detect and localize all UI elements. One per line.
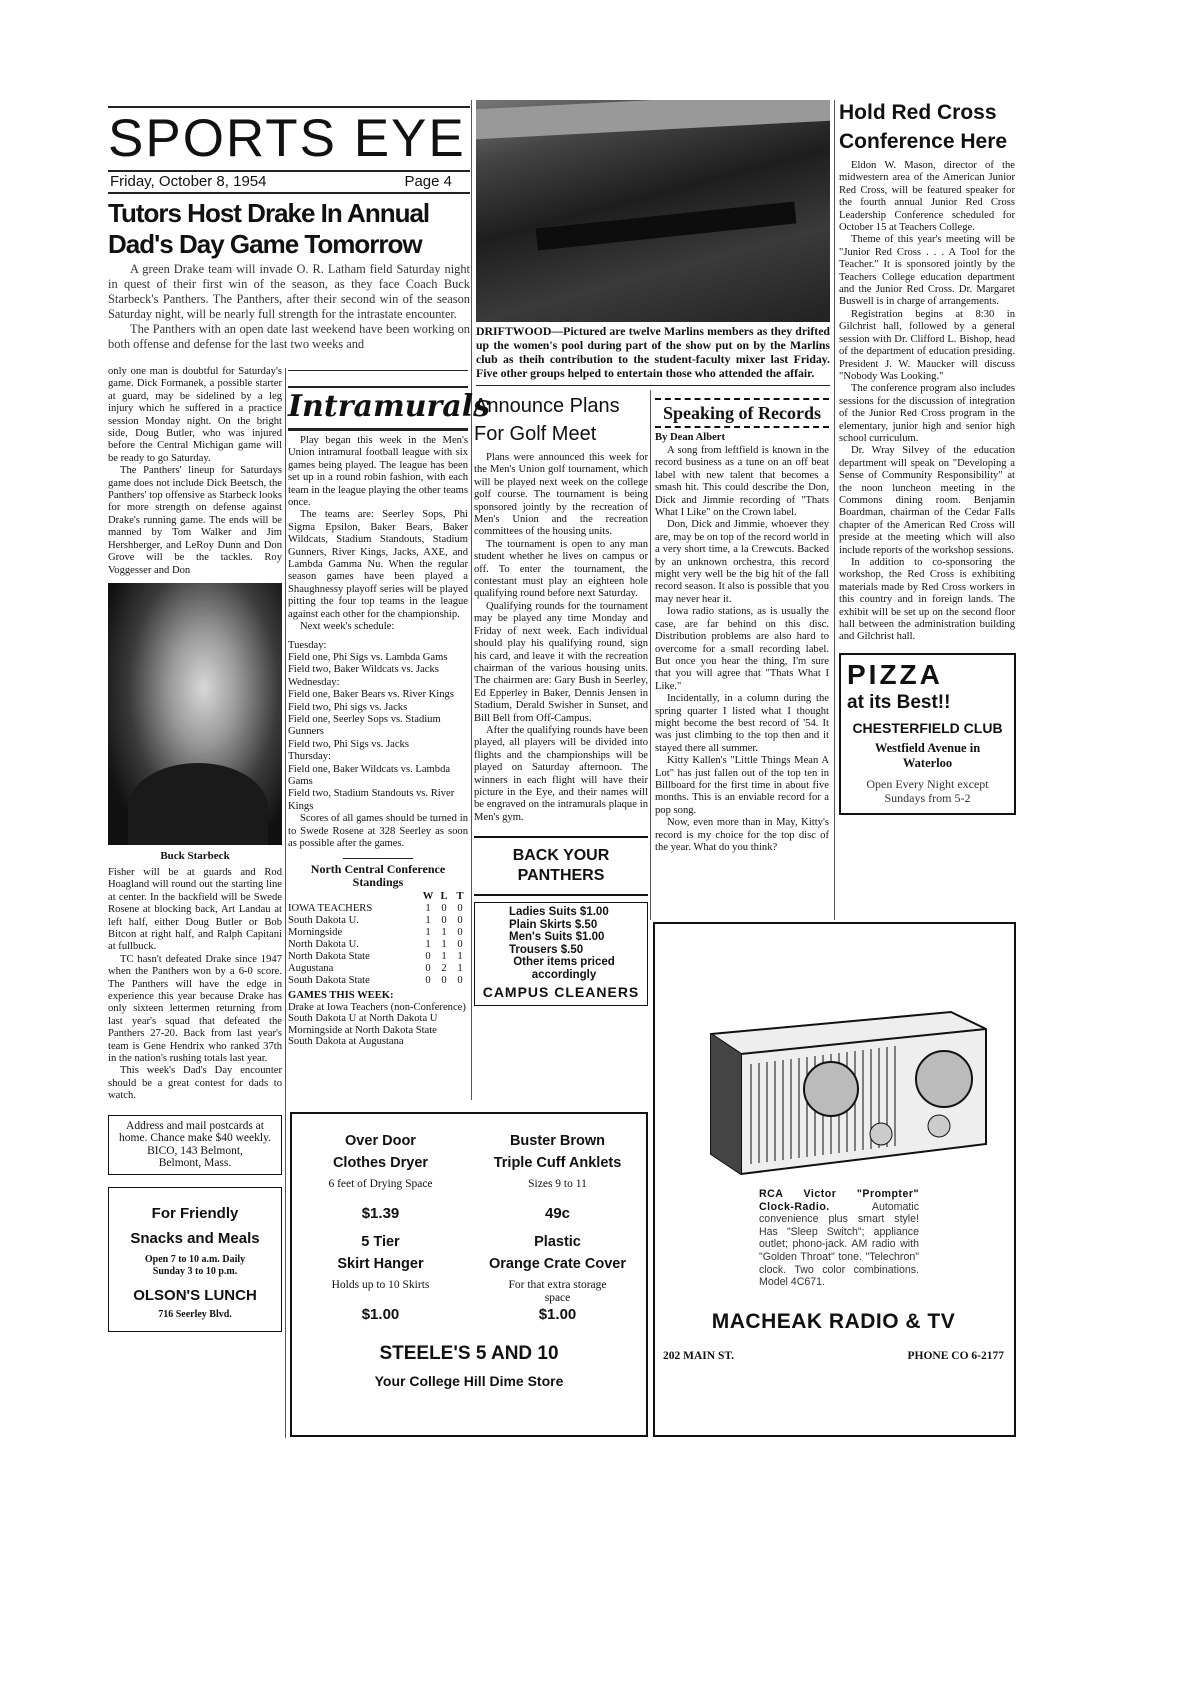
price-item: Other items priced accordingly: [513, 956, 615, 981]
steele-name: STEELE'S 5 AND 10: [379, 1343, 559, 1364]
radio-description: [759, 1188, 919, 1289]
losses: 2: [441, 963, 447, 975]
swimmers-shape: [536, 201, 797, 250]
steele-ad: [290, 1112, 648, 1437]
product-desc: For that extra storage space: [508, 1279, 607, 1304]
panthers-ad: [474, 836, 648, 896]
pizza-title: PIZZA: [847, 658, 943, 690]
paragraph: In addition to co-sponsoring the workshop, the Red Cross is exhibiting materials made by Red Cross workers in this country and in foreign lands. The exhibit will be set up on the second floor hall between the administration building and Gilchrist hall.: [839, 557, 1015, 643]
column-rule: [834, 100, 835, 920]
rule: [288, 370, 468, 371]
steele-products: [292, 1130, 646, 1324]
paragraph: The Panthers' lineup for Saturdays game does not include Dick Beetsch, the Panthers' top offensive as Starbeck looks for more strength on defense against Drake's running game. The ends will be manned by Tom Walker and Jim Hershberger, and LeRoy Dunn and Don Grove will be the tackles. Roy Voggesser and Don: [108, 465, 282, 576]
records-byline: By Dean Albert: [655, 432, 726, 443]
schedule-game: Field one, Baker Bears vs. River Kings: [288, 689, 454, 701]
masthead-block: [108, 106, 470, 352]
standings-row: [288, 915, 468, 927]
clock-radio-illustration: [701, 1004, 991, 1179]
paragraph: This week's Dad's Day encounter should be a great contest for dads to watch.: [108, 1065, 282, 1102]
ties: 0: [457, 927, 463, 939]
product-title: Buster Brown: [509, 1133, 606, 1149]
paragraph: A green Drake team will invade O. R. Latham field Saturday night in quest of their first win of the season, as they face Coach Buck Starbeck's Panthers. The Panthers, after their second win of the season Saturday night, will be nearly full strength for the intrastate encounter.: [108, 262, 470, 321]
losses: 0: [441, 903, 447, 915]
pizza-address: Westfield Avenue in Waterloo: [874, 740, 981, 770]
price-item: Ladies Suits $1.00: [509, 906, 609, 919]
paragraph: Fisher will be at guards and Rod Hoagland will round out the starting line at center. In the backfield will be Swede Rosene at blocking back, Art Landau at left half, either Doug Butler or Bob Bitcon at right half, and Ralph Capitani at fullbuck.: [108, 866, 282, 953]
schedule-game: Field two, Phi sigs vs. Jacks: [288, 701, 408, 713]
paragraph: Eldon W. Mason, director of the midwestern area of the American Junior Red Cross, will be featured speaker for the fourth annual Junior Red Cross Leadership Conference scheduled for October 15 at Teachers College.: [839, 160, 1015, 234]
product-title: Plastic: [534, 1234, 581, 1250]
paragraph: The conference program also includes sessions for the discussion of integration of the Junior Red Cross program in the elementary, junior high and senior high school curriculum.: [839, 383, 1015, 444]
product-title: Skirt Hanger: [337, 1256, 424, 1272]
price-item: Trousers $.50: [509, 943, 584, 956]
records-headline: Speaking of Records: [662, 403, 821, 423]
olson-line2: Snacks and Meals: [130, 1229, 260, 1247]
schedule-game: Field one, Seerley Sops vs. Stadium Gunners: [288, 713, 441, 738]
page-number: Page 4: [404, 173, 452, 190]
header-l: L: [440, 891, 448, 903]
photo-caption: Buck Starbeck: [160, 849, 230, 862]
product-item: [469, 1231, 646, 1324]
paragraph: Play began this week in the Men's Union intramural football league with six games being played. The league has been set up in a round robin fashion, with each team in the league playing the other teams once.: [288, 435, 468, 509]
schedule-game: Field two, Stadium Standouts vs. River Kings: [288, 788, 455, 812]
ties: 1: [457, 963, 463, 975]
paragraph: Next week's schedule:: [300, 621, 395, 633]
olson-line1: For Friendly: [151, 1204, 239, 1222]
coach-photo: [108, 583, 282, 845]
rule: [476, 385, 830, 386]
intramurals-title: Intramurals: [288, 389, 491, 424]
rule: [343, 858, 413, 859]
rule: [655, 398, 829, 400]
game-item: Drake at Iowa Teachers (non-Conference): [288, 1001, 466, 1013]
schedule-game: Field one, Baker Wildcats vs. Lambda Gams: [288, 763, 451, 787]
steele-tagline: Your College Hill Dime Store: [374, 1373, 564, 1389]
schedule-game: Field two, Phi Sigs vs. Jacks: [288, 738, 409, 750]
golf-headline: Announce Plans For Golf Meet: [474, 395, 620, 445]
standings-row: [288, 927, 468, 939]
ties: 0: [457, 939, 463, 951]
product-title: Orange Crate Cover: [489, 1256, 626, 1272]
olson-name: OLSON'S LUNCH: [133, 1286, 257, 1304]
column-rule: [650, 390, 651, 920]
coat-shape: [128, 763, 268, 845]
bico-ad: [108, 1115, 282, 1175]
game-item: South Dakota at Augustana: [288, 1036, 404, 1048]
masthead-title: SPORTS EYE: [108, 109, 466, 168]
caption-lead: DRIFTWOOD—: [476, 324, 564, 338]
dateline: [108, 172, 470, 192]
wins: 0: [425, 975, 431, 987]
paragraph: Plans were announced this week for the Men's Union golf tournament, which will be played next week on the college golf course. The tournament is being sponsored jointly by the recreation of Men's Union and the recreation committees of the housing units.: [474, 452, 648, 538]
paragraph: Dr. Wray Silvey of the education department will speak on "Developing a Sense of Community Responsibility" at the noon luncheon meeting in the Commons dining room. Benjamin Boardman, chairman of the Cedar Falls chapter of the American Red Cross will preside at the meeting which will also include reports of the workshop sessions.: [839, 445, 1015, 556]
paragraph: Theme of this year's meeting will be "Junior Red Cross . . . A Tool for the Teacher." It is sponsored jointly by the Teachers College education department and the Junior Red Cross. Dr. Margaret Buswell is in charge of arrangements.: [839, 234, 1015, 308]
paragraph: Don, Dick and Jimmie, whoever they are, may be on top of the record world in a very short time, a la Crewcuts. Backed by an unknown orchestra, this record might very well be the big hit of the fall record season. It also is possible that you may never hear it.: [655, 519, 829, 605]
paragraph: Incidentally, in a column during the spring quarter I listed what I thought might become the best record of '54. It was just climbing to the top then and it stayed there all summer.: [655, 693, 829, 754]
team-name: North Dakota U.: [288, 939, 359, 951]
paragraph: A song from leftfield is known in the record business as a tune on an off beat label with new talent that becomes a smash hit. This could describe the Don, Dick and Jimmie recording of "Thats What I Like" on the Crown label.: [655, 445, 829, 519]
paragraph: Registration begins at 8:30 in Gilchrist hall, followed by a general session with Dr. Clifford L. Bishop, head of the department of education presiding. President J. W. Maucker will discuss "Nobody Was Looking.": [839, 308, 1015, 382]
caption-text: Pictured are twelve Marlins members as they drifted up the women's pool during part of the show put on by the Marlins club as theih contribution to the student-faculty mixer last Friday. Five other groups helped to entertain those who attended the affair.: [476, 324, 830, 380]
pool-edge: [476, 100, 830, 139]
product-title: Clothes Dryer: [332, 1155, 429, 1171]
standings-table: [288, 891, 468, 1048]
golf-column: [474, 392, 648, 1006]
team-name: Morningside: [288, 927, 343, 939]
standings-row: [288, 951, 468, 963]
losses: 1: [441, 927, 447, 939]
paragraph: Now, even more than in May, Kitty's record is my choice for the top disc of the year. What do you think?: [655, 817, 829, 853]
paragraph: After the qualifying rounds have been played, all players will be divided into flights and the championships will be played on Saturday afternoon. The winners in each flight will have their picture in the Eye, and their names will be engraved on the intramurals plaque in Men's gym.: [474, 724, 648, 823]
wins: 1: [425, 915, 431, 927]
pool-photo-caption: [476, 324, 830, 380]
intramurals-column: [288, 370, 491, 1048]
cleaners-ad: [474, 902, 648, 1006]
ties: 0: [457, 903, 463, 915]
lead-headline: Tutors Host Drake In Annual Dad's Day Game Tomorrow: [108, 198, 430, 259]
olson-hours: Open 7 to 10 a.m. Daily: [144, 1253, 246, 1265]
intramurals-text: [288, 435, 468, 850]
schedule-day: Tuesday:: [288, 639, 327, 651]
column-rule: [285, 368, 286, 1438]
records-column: [655, 398, 829, 854]
ties: 0: [457, 975, 463, 987]
column-rule: [471, 100, 472, 1100]
team-name: South Dakota State: [288, 975, 370, 987]
product-price: $1.00: [361, 1306, 400, 1323]
pool-photo-block: [476, 100, 830, 386]
ties: 0: [457, 915, 463, 927]
ties: 1: [457, 951, 463, 963]
wins: 1: [425, 939, 431, 951]
wins: 0: [425, 963, 431, 975]
wins: 1: [425, 903, 431, 915]
pizza-hours: Open Every Night except Sundays from 5-2: [866, 776, 989, 805]
losses: 0: [441, 915, 447, 927]
cleaners-name: CAMPUS CLEANERS: [482, 984, 640, 1001]
paragraph: The tournament is open to any man student whether he lives on campus or off. To enter the tournament, the contestant must play an eighteen hole qualifying round before next Saturday.: [474, 538, 648, 600]
bico-text: Address and mail postcards at home. Chance make $40 weekly.: [119, 1119, 271, 1145]
rule: [655, 426, 829, 428]
losses: 1: [441, 951, 447, 963]
losses: 1: [441, 939, 447, 951]
pizza-subtitle: at its Best!!: [847, 691, 951, 713]
redcross-column: [839, 98, 1016, 815]
product-price: 49c: [544, 1205, 571, 1222]
paragraph: only one man is doubtful for Saturday's game. Dick Formanek, a possible starter at guard, may be sidelined by a leg injury which he suffered in a practice session Monday night. On the bright side, Doug Butler, who was injured before the Central Michigan game will be ready to go Saturday.: [108, 366, 282, 464]
paragraph: TC hasn't defeated Drake since 1947 when the Panthers won by a 6-0 score. The Panthers will have the edge in experience this year because Drake has only sixteen lettermen returning from last year's squad that defeated the Panthers 27-20. Back from last year's team is Gene Hendrix who ranked 37th in the nation's rushing totals last year.: [108, 953, 282, 1064]
schedule-game: Field two, Baker Wildcats vs. Jacks: [288, 664, 439, 676]
team-name: South Dakota U.: [288, 915, 359, 927]
olson-ad: [108, 1187, 282, 1332]
product-item: [469, 1130, 646, 1223]
macheak-name: MACHEAK RADIO & TV: [711, 1309, 956, 1333]
product-title: 5 Tier: [361, 1234, 400, 1250]
schedule-day: Thursday:: [288, 751, 331, 763]
paragraph: The teams are: Seerley Sops, Phi Sigma Epsilon, Baker Bears, Baker Wildcats, Stadium Standouts, Stadium Gunners, River Kings, Jacks, AXE, and Lambda Gamma Nu. When the regular season games have been played a Shaughnessy playoff series will be played pitting the four top teams in the league against each other for the championship.: [288, 509, 468, 620]
wins: 0: [425, 951, 431, 963]
product-desc: Holds up to 10 Skirts: [331, 1279, 430, 1291]
product-desc: Sizes 9 to 11: [528, 1178, 587, 1190]
lead-column-text: [108, 366, 282, 577]
header-t: T: [456, 891, 464, 903]
masthead-rule: [108, 192, 470, 194]
team-name: Augustana: [288, 963, 334, 975]
game-item: Morningside at North Dakota State: [288, 1024, 437, 1036]
pizza-ad: [839, 653, 1016, 815]
golf-text: [474, 452, 648, 824]
price-item: Plain Skirts $.50: [509, 918, 598, 931]
olson-address: 716 Seerley Blvd.: [158, 1308, 232, 1320]
swimming-pool-photo: [476, 100, 830, 322]
macheak-footer: [663, 1349, 1004, 1363]
paragraph: Qualifying rounds for the tournament may be played any time Monday and Friday of next week. Each individual should play his qualifying round, sign his card, and leave it with the recreation chairman of the various housing units. The chairmen are: Gary Bush in Seerley, Ed Epperley in Baker, Dennis Jensen in Stadium, Derald Swisher in Sunset, and Bill Bell from Off-Campus.: [474, 600, 648, 724]
product-price: $1.39: [361, 1205, 400, 1222]
schedule-list: [288, 640, 468, 814]
bico-address: BICO, 143 Belmont,: [147, 1144, 243, 1157]
team-name: IOWA TEACHERS: [288, 903, 373, 915]
standings-row: [288, 963, 468, 975]
bico-city: Belmont, Mass.: [158, 1157, 232, 1170]
standings-row: [288, 975, 468, 987]
product-title: Triple Cuff Anklets: [493, 1155, 622, 1171]
lead-column: [108, 366, 282, 1332]
header-w: W: [422, 891, 434, 903]
product-price: $1.00: [538, 1306, 577, 1323]
lead-continued-text: [108, 867, 282, 1103]
issue-date: Friday, October 8, 1954: [110, 173, 267, 190]
paragraph: Scores of all games should be turned in to Swede Rosene at 328 Seerley as soon as possible after the games.: [288, 813, 468, 849]
losses: 0: [441, 975, 447, 987]
standings-row: [288, 939, 468, 951]
records-text: [655, 445, 829, 854]
games-this-week: [288, 990, 468, 1048]
macheak-ad: [653, 922, 1016, 1437]
paragraph: The Panthers with an open date last weekend have been working on both offense and defense for the last two weeks and: [108, 322, 470, 351]
price-item: Men's Suits $1.00: [509, 931, 605, 944]
radio-desc: Automatic convenience plus smart style! Has "Sleep Switch"; appliance outlet; phono-jack. AM radio with "Golden Throat" tone. "Telechron" clock. Two color combinations. Model 4C671.: [759, 1200, 919, 1289]
product-item: [292, 1231, 469, 1324]
rule: [288, 428, 468, 431]
redcross-text: [839, 160, 1015, 644]
radio-product-name: RCA Victor "Prompter" Clock-Radio.: [759, 1188, 919, 1213]
team-name: North Dakota State: [288, 951, 370, 963]
macheak-phone: PHONE CO 6-2177: [907, 1349, 1004, 1362]
redcross-headline: Hold Red Cross Conference Here: [839, 101, 1008, 153]
standings-row: [288, 903, 468, 915]
panthers-text: BACK YOUR PANTHERS: [512, 847, 610, 885]
schedule-game: Field one, Phi Sigs vs. Lambda Gams: [288, 651, 448, 663]
schedule-day: Wednesday:: [288, 676, 340, 688]
pizza-business-name: CHESTERFIELD CLUB: [852, 719, 1003, 736]
macheak-address: 202 MAIN ST.: [663, 1349, 735, 1362]
paragraph: Iowa radio stations, as is usually the case, are far behind on this disc. Distribution problems are also hard to overcome for a small recording label. But once you hear the thing, I'm sure that you will agree that "Thats What I Like.": [655, 606, 829, 692]
olson-hours: Sunday 3 to 10 p.m.: [152, 1265, 238, 1277]
product-title: Over Door: [345, 1133, 416, 1149]
lead-wide-text: [108, 262, 470, 352]
standings-title: North Central Conference Standings: [310, 862, 446, 890]
cleaners-price-list: [509, 906, 643, 981]
paragraph: Kitty Kallen's "Little Things Mean A Lot" has just fallen out of the top ten in Billboard for the first time in about five months. This is an enviable record for a pop song.: [655, 755, 829, 816]
game-item: South Dakota U at North Dakota U: [288, 1013, 438, 1025]
product-desc: 6 feet of Drying Space: [328, 1178, 433, 1190]
wins: 1: [425, 927, 431, 939]
games-title: GAMES THIS WEEK:: [288, 990, 394, 1002]
product-item: [292, 1130, 469, 1223]
